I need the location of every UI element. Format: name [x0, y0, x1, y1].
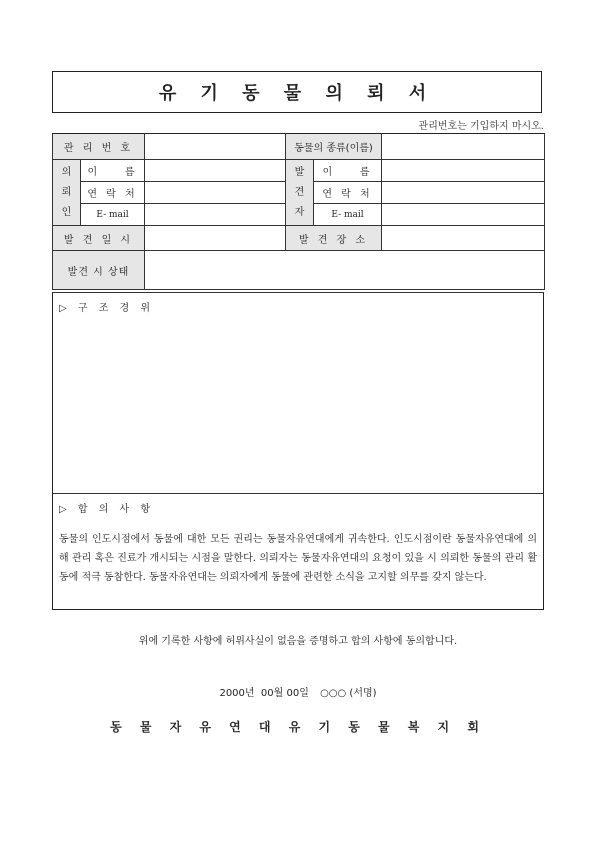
animal-type-label: 동물의 종류(이름) [286, 134, 382, 160]
instruction-note: 관리번호는 기입하지 마시오. [418, 121, 544, 132]
organization-name: 동 물 자 유 연 대 유 기 동 물 복 지 회 [110, 720, 486, 734]
found-condition-label: 발견 시 상태 [53, 251, 145, 290]
finder-name-label: 이 름 [314, 160, 382, 182]
finder-contact-field[interactable] [382, 182, 545, 204]
mgmt-no-field[interactable] [145, 134, 286, 160]
finder-email-field[interactable] [382, 204, 545, 226]
finder-label: 발 견 자 [286, 160, 314, 226]
requester-name-label: 이 름 [81, 160, 145, 182]
found-place-field[interactable] [382, 226, 545, 251]
agreement-section [52, 493, 544, 610]
signature-text: ○○○ (서명) [320, 688, 377, 699]
rescue-section[interactable] [52, 292, 544, 493]
info-table [52, 133, 545, 290]
mgmt-no-label: 관 리 번 호 [53, 134, 145, 160]
found-date-label: 발 견 일 시 [53, 226, 145, 251]
document-title: 유 기 동 물 의 뢰 서 [158, 83, 436, 104]
found-date-field[interactable] [145, 226, 286, 251]
date-signature-line [52, 684, 544, 699]
date-text: 2000년 00월 00일 [219, 688, 309, 699]
finder-name-field[interactable] [382, 160, 545, 182]
requester-contact-label: 연 락 처 [81, 182, 145, 204]
agreement-heading: ▷ 합 의 사 항 [59, 504, 155, 515]
animal-type-field[interactable] [382, 134, 545, 160]
finder-contact-label: 연 락 처 [314, 182, 382, 204]
requester-label: 의 뢰 인 [53, 160, 81, 226]
requester-contact-field[interactable] [145, 182, 286, 204]
agreement-text: 동물의 인도시점에서 동물에 대한 모든 권리는 동물자유연대에게 귀속한다. 인도시점이란 동물자유연대에 의해 관리 혹은 진료가 개시되는 시점을 말한다. 의뢰자는 동물자유연대의 요청이 있을 시 의뢰한 동물의 관리 활동에 적극 동참한다. 동물자유연대는 의뢰자에게 동물에 관련한 소식을 고지할 의무를 갖지 않는다. [59, 534, 537, 583]
requester-name-field[interactable] [145, 160, 286, 182]
requester-email-label: E- mail [81, 204, 145, 226]
requester-email-field[interactable] [145, 204, 286, 226]
rescue-heading: ▷ 구 조 경 위 [59, 303, 155, 314]
declaration-text: 위에 기록한 사항에 허위사실이 없음을 증명하고 합의 사항에 동의합니다. [138, 636, 458, 647]
found-condition-field[interactable] [145, 251, 545, 290]
finder-email-label: E- mail [314, 204, 382, 226]
title-box [52, 71, 542, 113]
found-place-label: 발 견 장 소 [286, 226, 382, 251]
